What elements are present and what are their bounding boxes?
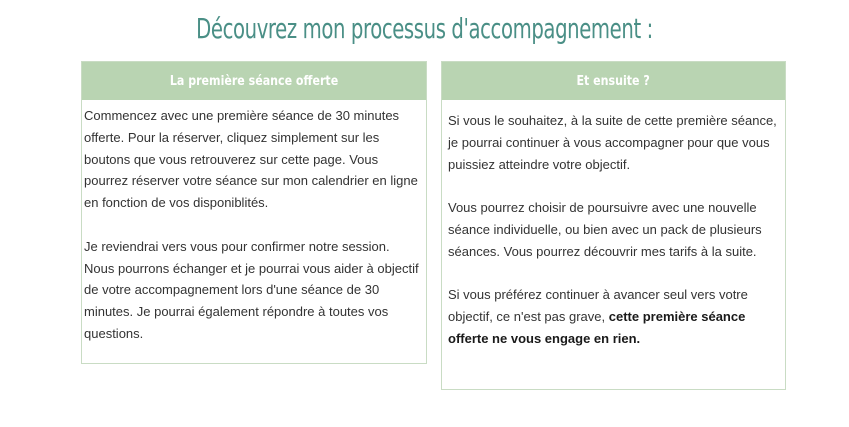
card-paragraph: Vous pourrez choisir de poursuivre avec une nouvelle séance individuelle, ou bien avec un pack de plusieurs séances. Vous pourrez découvrir mes tarifs à la suite. bbox=[448, 200, 762, 259]
card-header bbox=[442, 62, 785, 100]
card-paragraph: Commencez avec une première séance de 30 minutes offerte. Pour la réserver, cliquez simplement sur les boutons que vous retrouverez sur cette page. Vous pourrez réserver votre séance sur mon calendrier en ligne en fonction de vos disponiblités. bbox=[84, 108, 418, 211]
card-first-session bbox=[81, 61, 427, 364]
card-paragraph: Si vous le souhaitez, à la suite de cette première séance, je pourrai continuer à vous accompagner pour que vous puissiez atteindre votre objectif. bbox=[448, 113, 777, 172]
card-next-steps bbox=[441, 61, 786, 390]
card-paragraph-text: Si vous préférez continuer à avancer seul vers votre objectif, ce n'est pas grave, bbox=[448, 287, 748, 325]
card-body bbox=[442, 100, 785, 350]
card-heading: La première séance offerte bbox=[169, 73, 339, 89]
card-paragraph-emphasis: cette première séance offerte ne vous engage en rien. bbox=[448, 309, 746, 346]
card-header bbox=[82, 62, 426, 100]
section-title: Découvrez mon processus d'accompagnement : bbox=[196, 12, 653, 45]
card-heading: Et ensuite ? bbox=[576, 73, 651, 89]
card-paragraph: Je reviendrai vers vous pour confirmer notre session. Nous pourrons échanger et je pourrai vous aider à objectif de votre accompagnement lors d'une séance de 30 minutes. Je pourrai également répondre à toutes vos questions. bbox=[84, 238, 419, 341]
card-paragraph bbox=[448, 284, 777, 349]
card-body bbox=[82, 100, 426, 345]
